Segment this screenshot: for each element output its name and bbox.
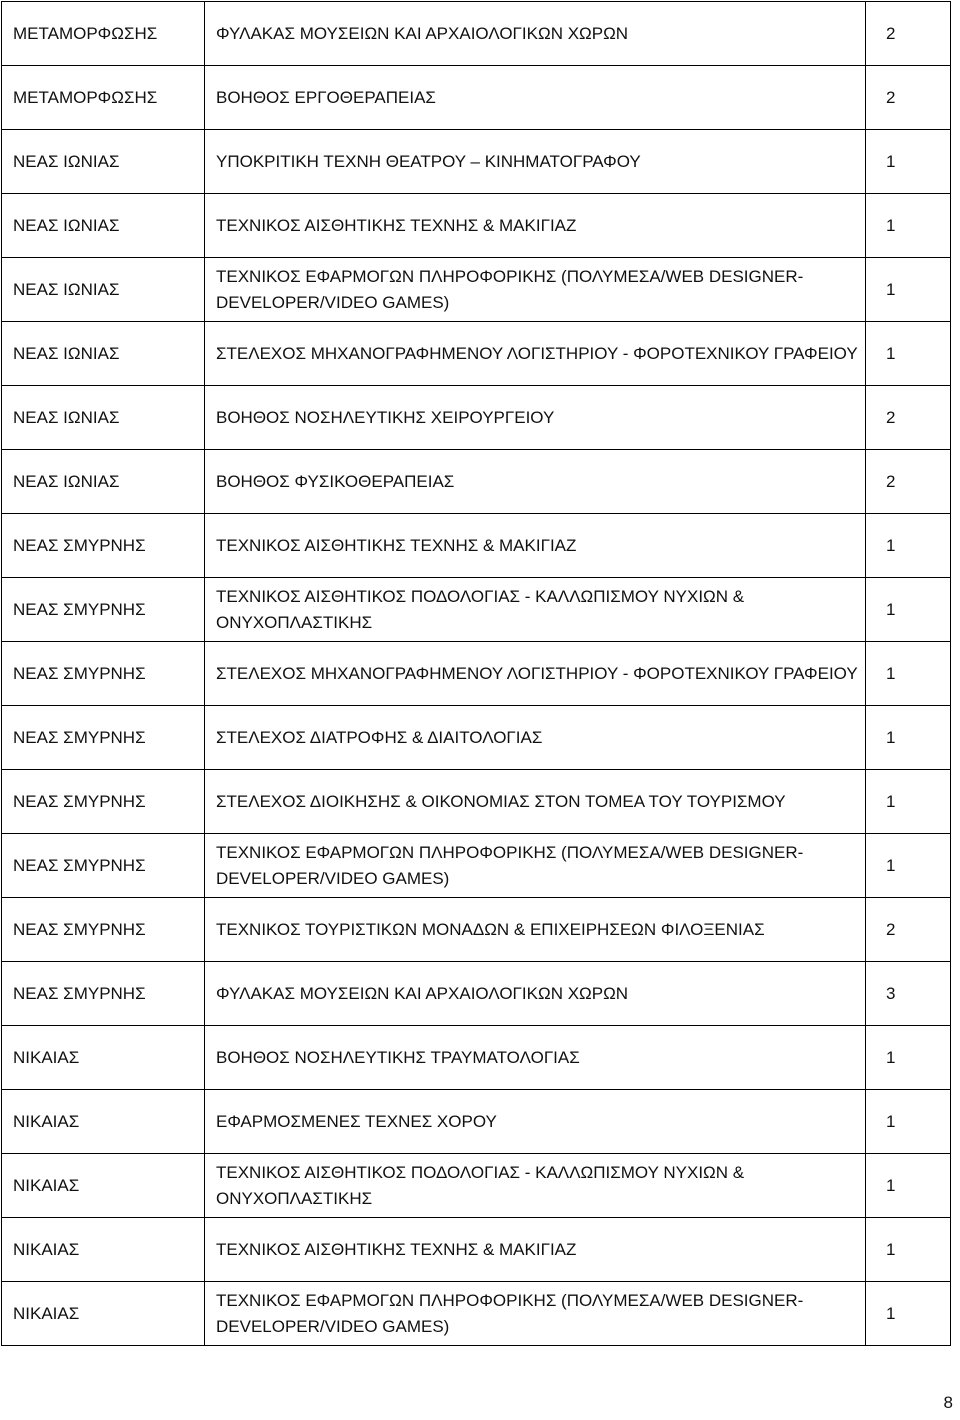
table-row bbox=[2, 258, 951, 322]
table-row bbox=[2, 1154, 951, 1218]
table-row bbox=[2, 642, 951, 706]
count-cell: 1 bbox=[866, 706, 951, 770]
table-row bbox=[2, 578, 951, 642]
specialty-cell: ΦΥΛΑΚΑΣ ΜΟΥΣΕΙΩΝ ΚΑΙ ΑΡΧΑΙΟΛΟΓΙΚΩΝ ΧΩΡΩΝ bbox=[205, 962, 866, 1026]
area-cell: ΝΕΑΣ ΣΜΥΡΝΗΣ bbox=[2, 898, 205, 962]
table-row bbox=[2, 66, 951, 130]
specialty-cell: ΒΟΗΘΟΣ ΕΡΓΟΘΕΡΑΠΕΙΑΣ bbox=[205, 66, 866, 130]
area-cell: ΝΕΑΣ ΣΜΥΡΝΗΣ bbox=[2, 642, 205, 706]
count-cell: 1 bbox=[866, 834, 951, 898]
specialty-cell: ΤΕΧΝΙΚΟΣ ΑΙΣΘΗΤΙΚΗΣ ΤΕΧΝΗΣ & ΜΑΚΙΓΙΑΖ bbox=[205, 514, 866, 578]
count-cell: 1 bbox=[866, 322, 951, 386]
specialty-cell: ΥΠΟΚΡΙΤΙΚΗ ΤΕΧΝΗ ΘΕΑΤΡΟΥ – ΚΙΝΗΜΑΤΟΓΡΑΦΟΥ bbox=[205, 130, 866, 194]
area-cell: ΝΕΑΣ ΣΜΥΡΝΗΣ bbox=[2, 514, 205, 578]
table-row bbox=[2, 2, 951, 66]
count-cell: 1 bbox=[866, 258, 951, 322]
area-cell: ΝΕΑΣ ΣΜΥΡΝΗΣ bbox=[2, 706, 205, 770]
area-cell: ΜΕΤΑΜΟΡΦΩΣΗΣ bbox=[2, 2, 205, 66]
area-cell: ΜΕΤΑΜΟΡΦΩΣΗΣ bbox=[2, 66, 205, 130]
area-cell: ΝΕΑΣ ΣΜΥΡΝΗΣ bbox=[2, 770, 205, 834]
count-cell: 1 bbox=[866, 1154, 951, 1218]
table-row bbox=[2, 194, 951, 258]
count-cell: 2 bbox=[866, 386, 951, 450]
specialty-cell: ΣΤΕΛΕΧΟΣ ΔΙΟΙΚΗΣΗΣ & ΟΙΚΟΝΟΜΙΑΣ ΣΤΟΝ ΤΟΜΕΑ ΤΟΥ ΤΟΥΡΙΣΜΟΥ bbox=[205, 770, 866, 834]
table-row bbox=[2, 514, 951, 578]
count-cell: 1 bbox=[866, 642, 951, 706]
table-row bbox=[2, 386, 951, 450]
table-row bbox=[2, 706, 951, 770]
table-row bbox=[2, 834, 951, 898]
area-cell: ΝΕΑΣ ΙΩΝΙΑΣ bbox=[2, 322, 205, 386]
schools-table-body bbox=[2, 2, 951, 1346]
area-cell: ΝΕΑΣ ΣΜΥΡΝΗΣ bbox=[2, 962, 205, 1026]
count-cell: 1 bbox=[866, 1090, 951, 1154]
area-cell: ΝΕΑΣ ΙΩΝΙΑΣ bbox=[2, 450, 205, 514]
count-cell: 1 bbox=[866, 1026, 951, 1090]
count-cell: 1 bbox=[866, 578, 951, 642]
area-cell: ΝΕΑΣ ΣΜΥΡΝΗΣ bbox=[2, 834, 205, 898]
specialty-cell: ΤΕΧΝΙΚΟΣ ΑΙΣΘΗΤΙΚΗΣ ΤΕΧΝΗΣ & ΜΑΚΙΓΙΑΖ bbox=[205, 194, 866, 258]
table-row bbox=[2, 1282, 951, 1346]
table-row bbox=[2, 450, 951, 514]
table-row bbox=[2, 770, 951, 834]
specialty-cell: ΤΕΧΝΙΚΟΣ ΕΦΑΡΜΟΓΩΝ ΠΛΗΡΟΦΟΡΙΚΗΣ (ΠΟΛΥΜΕΣΑ/WEB DESIGNER-DEVELOPER/VIDEO GAMES) bbox=[205, 834, 866, 898]
specialty-cell: ΣΤΕΛΕΧΟΣ ΜΗΧΑΝΟΓΡΑΦΗΜΕΝΟΥ ΛΟΓΙΣΤΗΡΙΟΥ - ΦΟΡΟΤΕΧΝΙΚΟΥ ΓΡΑΦΕΙΟΥ bbox=[205, 642, 866, 706]
area-cell: ΝΕΑΣ ΣΜΥΡΝΗΣ bbox=[2, 578, 205, 642]
area-cell: ΝΕΑΣ ΙΩΝΙΑΣ bbox=[2, 258, 205, 322]
area-cell: ΝΙΚΑΙΑΣ bbox=[2, 1282, 205, 1346]
specialty-cell: ΤΕΧΝΙΚΟΣ ΑΙΣΘΗΤΙΚΗΣ ΤΕΧΝΗΣ & ΜΑΚΙΓΙΑΖ bbox=[205, 1218, 866, 1282]
specialty-cell: ΤΕΧΝΙΚΟΣ ΤΟΥΡΙΣΤΙΚΩΝ ΜΟΝΑΔΩΝ & ΕΠΙΧΕΙΡΗΣΕΩΝ ΦΙΛΟΞΕΝΙΑΣ bbox=[205, 898, 866, 962]
specialty-cell: ΣΤΕΛΕΧΟΣ ΔΙΑΤΡΟΦΗΣ & ΔΙΑΙΤΟΛΟΓΙΑΣ bbox=[205, 706, 866, 770]
specialty-cell: ΤΕΧΝΙΚΟΣ ΕΦΑΡΜΟΓΩΝ ΠΛΗΡΟΦΟΡΙΚΗΣ (ΠΟΛΥΜΕΣΑ/WEB DESIGNER-DEVELOPER/VIDEO GAMES) bbox=[205, 1282, 866, 1346]
table-row bbox=[2, 322, 951, 386]
table-row bbox=[2, 130, 951, 194]
table-row bbox=[2, 898, 951, 962]
table-row bbox=[2, 1026, 951, 1090]
specialty-cell: ΤΕΧΝΙΚΟΣ ΕΦΑΡΜΟΓΩΝ ΠΛΗΡΟΦΟΡΙΚΗΣ (ΠΟΛΥΜΕΣΑ/WEB DESIGNER-DEVELOPER/VIDEO GAMES) bbox=[205, 258, 866, 322]
count-cell: 3 bbox=[866, 962, 951, 1026]
area-cell: ΝΙΚΑΙΑΣ bbox=[2, 1218, 205, 1282]
area-cell: ΝΙΚΑΙΑΣ bbox=[2, 1090, 205, 1154]
count-cell: 1 bbox=[866, 194, 951, 258]
specialty-cell: ΕΦΑΡΜΟΣΜΕΝΕΣ ΤΕΧΝΕΣ ΧΟΡΟΥ bbox=[205, 1090, 866, 1154]
specialty-cell: ΒΟΗΘΟΣ ΝΟΣΗΛΕΥΤΙΚΗΣ ΧΕΙΡΟΥΡΓΕΙΟΥ bbox=[205, 386, 866, 450]
area-cell: ΝΕΑΣ ΙΩΝΙΑΣ bbox=[2, 194, 205, 258]
table-row bbox=[2, 1218, 951, 1282]
count-cell: 1 bbox=[866, 130, 951, 194]
specialty-cell: ΦΥΛΑΚΑΣ ΜΟΥΣΕΙΩΝ ΚΑΙ ΑΡΧΑΙΟΛΟΓΙΚΩΝ ΧΩΡΩΝ bbox=[205, 2, 866, 66]
specialty-cell: ΣΤΕΛΕΧΟΣ ΜΗΧΑΝΟΓΡΑΦΗΜΕΝΟΥ ΛΟΓΙΣΤΗΡΙΟΥ - ΦΟΡΟΤΕΧΝΙΚΟΥ ΓΡΑΦΕΙΟΥ bbox=[205, 322, 866, 386]
area-cell: ΝΕΑΣ ΙΩΝΙΑΣ bbox=[2, 386, 205, 450]
schools-table bbox=[1, 1, 951, 1346]
area-cell: ΝΕΑΣ ΙΩΝΙΑΣ bbox=[2, 130, 205, 194]
area-cell: ΝΙΚΑΙΑΣ bbox=[2, 1154, 205, 1218]
table-row bbox=[2, 962, 951, 1026]
count-cell: 2 bbox=[866, 2, 951, 66]
specialty-cell: ΤΕΧΝΙΚΟΣ ΑΙΣΘΗΤΙΚΟΣ ΠΟΔΟΛΟΓΙΑΣ - ΚΑΛΛΩΠΙΣΜΟΥ ΝΥΧΙΩΝ & ΟΝΥΧΟΠΛΑΣΤΙΚΗΣ bbox=[205, 1154, 866, 1218]
specialty-cell: ΒΟΗΘΟΣ ΦΥΣΙΚΟΘΕΡΑΠΕΙΑΣ bbox=[205, 450, 866, 514]
page-number: 8 bbox=[943, 1393, 953, 1412]
area-cell: ΝΙΚΑΙΑΣ bbox=[2, 1026, 205, 1090]
count-cell: 2 bbox=[866, 898, 951, 962]
count-cell: 1 bbox=[866, 1282, 951, 1346]
specialty-cell: ΤΕΧΝΙΚΟΣ ΑΙΣΘΗΤΙΚΟΣ ΠΟΔΟΛΟΓΙΑΣ - ΚΑΛΛΩΠΙΣΜΟΥ ΝΥΧΙΩΝ & ΟΝΥΧΟΠΛΑΣΤΙΚΗΣ bbox=[205, 578, 866, 642]
specialty-cell: ΒΟΗΘΟΣ ΝΟΣΗΛΕΥΤΙΚΗΣ ΤΡΑΥΜΑΤΟΛΟΓΙΑΣ bbox=[205, 1026, 866, 1090]
count-cell: 2 bbox=[866, 450, 951, 514]
count-cell: 1 bbox=[866, 770, 951, 834]
count-cell: 1 bbox=[866, 514, 951, 578]
count-cell: 1 bbox=[866, 1218, 951, 1282]
table-row bbox=[2, 1090, 951, 1154]
count-cell: 2 bbox=[866, 66, 951, 130]
